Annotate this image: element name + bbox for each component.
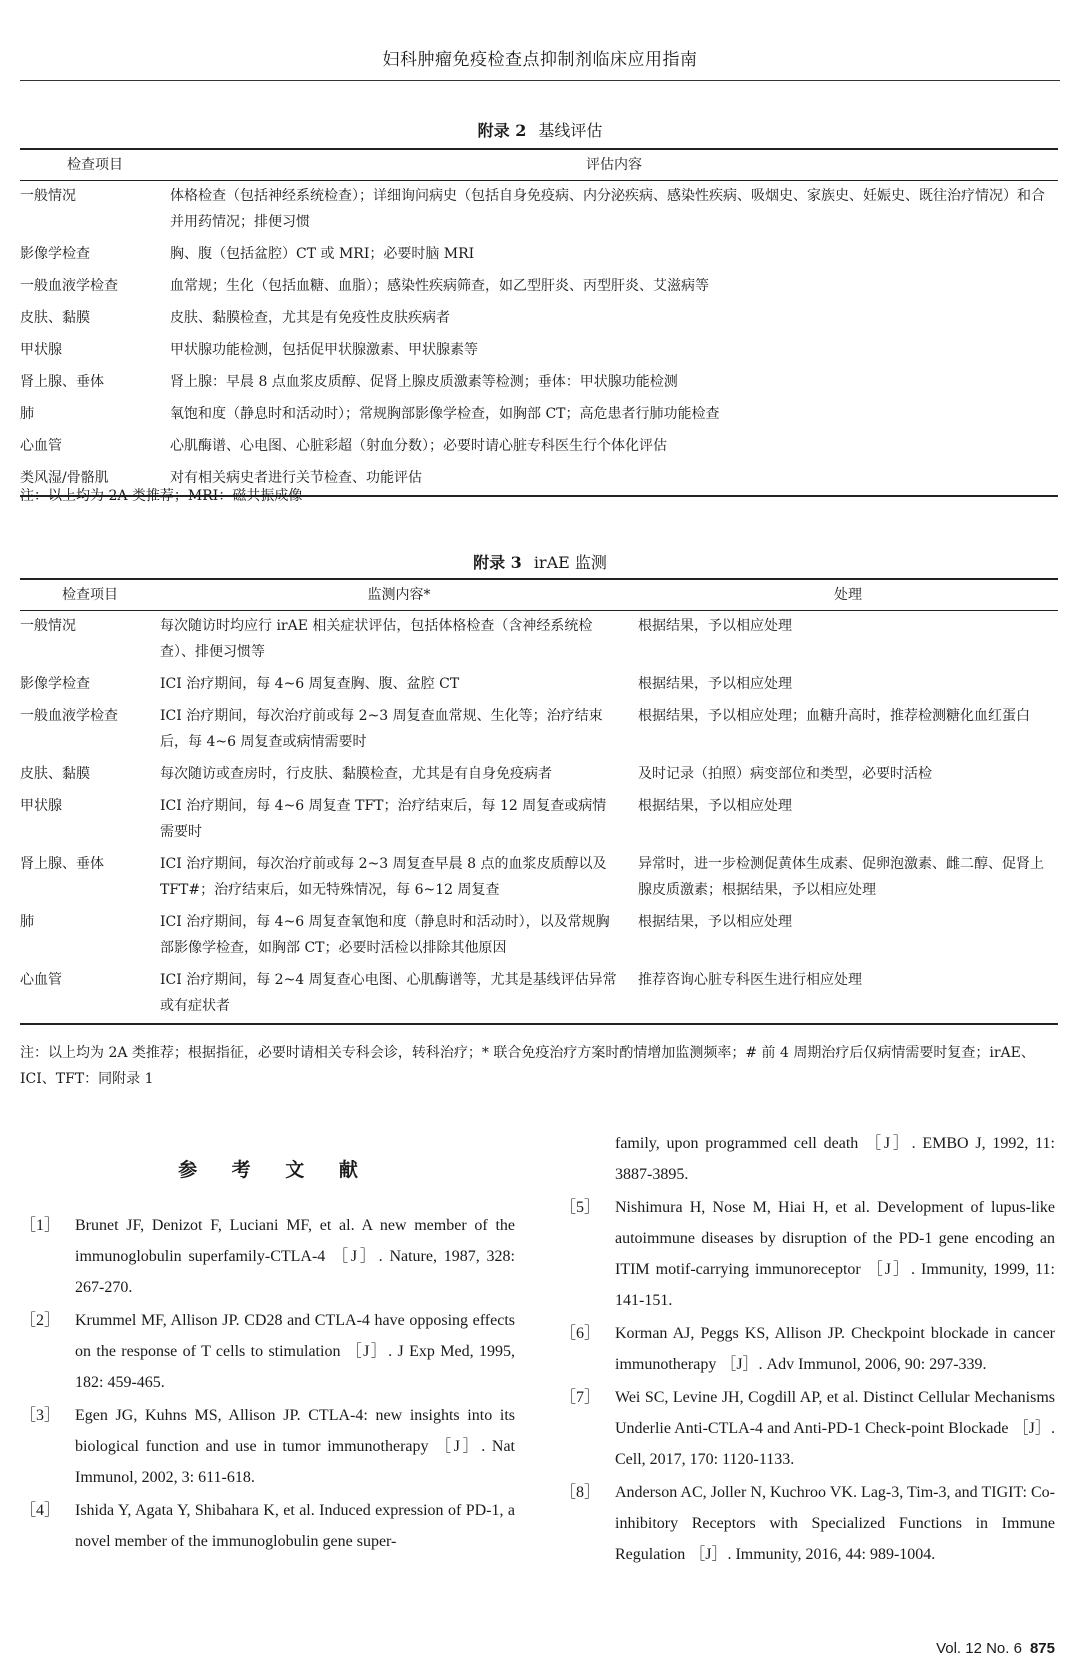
- reference-item: [560, 1477, 1055, 1570]
- cell-content: 心肌酶谱、心电图、心脏彩超（射血分数）；必要时请心脏专科医生行个体化评估: [170, 438, 667, 454]
- reference-item: [20, 1400, 515, 1493]
- appendix3-header-action: 处理: [638, 579, 1058, 611]
- cell-content: 皮肤、黏膜检查，尤其是有免疫性皮肤疾病者: [170, 310, 450, 326]
- table-row: [20, 367, 1058, 399]
- cell-content: 肾上腺：早晨 8 点血浆皮质醇、促肾上腺皮质激素等检测；垂体：甲状腺功能检测: [170, 374, 678, 390]
- cell-item: 一般血液学检查: [20, 708, 118, 724]
- table-row: [20, 759, 1058, 791]
- cell-content: 氧饱和度（静息时和活动时）；常规胸部影像学检查，如胸部 CT；高危患者行肺功能检查: [170, 406, 720, 422]
- cell-content: 血常规；生化（包括血糖、血脂）；感染性疾病筛查，如乙型肝炎、丙型肝炎、艾滋病等: [170, 278, 709, 294]
- reference-item: [560, 1192, 1055, 1316]
- cell-monitor: 每次随访时均应行 irAE 相关症状评估，包括体格检查（含神经系统检查）、排便习惯等: [160, 618, 593, 660]
- reference-number: ［8］: [560, 1484, 601, 1501]
- cell-item: 影像学检查: [20, 246, 90, 262]
- reference-text: Ishida Y, Agata Y, Shibahara K, et al. Induced expression of PD-1, a novel member of the immunoglobulin gene super-: [75, 1502, 515, 1550]
- table-row: [20, 181, 1058, 240]
- page-footer: [936, 1640, 1055, 1657]
- reference-text: Brunet JF, Denizot F, Luciani MF, et al. A new member of the immunoglobulin superfamily-CTLA-4 ［J］. Nature, 1987, 328: 267-270.: [75, 1217, 515, 1296]
- cell-item: 甲状腺: [20, 798, 62, 814]
- cell-monitor: ICI 治疗期间，每次治疗前或每 2~3 周复查早晨 8 点的血浆皮质醇以及 TFT#；治疗结束后，如无特殊情况，每 6~12 周复查: [160, 856, 607, 898]
- appendix3-header-row: [20, 579, 1058, 611]
- appendix2-title: 基线评估: [538, 121, 603, 140]
- appendix3-table: [20, 578, 1058, 1025]
- table-row: [20, 335, 1058, 367]
- cell-item: 肺: [20, 914, 34, 930]
- cell-item: 皮肤、黏膜: [20, 766, 90, 782]
- cell-item: 一般血液学检查: [20, 278, 118, 294]
- reference-number: ［3］: [20, 1407, 61, 1424]
- references-left-column: [20, 1210, 515, 1559]
- cell-monitor: 每次随访或查房时，行皮肤、黏膜检查，尤其是有自身免疫病者: [160, 766, 552, 782]
- cell-item: 类风湿/骨骼肌: [20, 463, 170, 496]
- cell-monitor: ICI 治疗期间，每 4~6 周复查胸、腹、盆腔 CT: [160, 676, 460, 692]
- reference-continuation: family, upon programmed cell death ［J］. EMBO J, 1992, 11: 3887-3895.: [615, 1135, 1055, 1183]
- appendix3-caption: [0, 550, 1080, 573]
- reference-number: ［6］: [560, 1325, 601, 1342]
- appendix3-title: irAE 监测: [533, 553, 607, 572]
- cell-item: 肾上腺、垂体: [20, 856, 104, 872]
- volume-issue: Vol. 12 No. 6: [936, 1640, 1022, 1657]
- appendix3-note: 注：以上均为 2A 类推荐；根据指征，必要时请相关专科会诊，转科治疗；* 联合免疫治疗方案时酌情增加监测频率；# 前 4 周期治疗后仅病情需要时复查；irAE、ICI、TFT：同附录 1: [20, 1045, 1035, 1087]
- cell-action: 根据结果，予以相应处理: [638, 618, 792, 634]
- reference-item: [20, 1210, 515, 1303]
- cell-action: 推荐咨询心脏专科医生进行相应处理: [638, 965, 1058, 1024]
- cell-item: 心血管: [20, 438, 62, 454]
- cell-monitor: ICI 治疗期间，每 4~6 周复查 TFT；治疗结束后，每 12 周复查或病情需要时: [160, 798, 607, 840]
- appendix3-header-item: 检查项目: [20, 579, 160, 611]
- cell-content: 甲状腺功能检测，包括促甲状腺激素、甲状腺素等: [170, 342, 478, 358]
- reference-number: ［4］: [20, 1502, 61, 1519]
- reference-text: Nishimura H, Nose M, Hiai H, et al. Development of lupus-like autoimmune diseases by disruption of the PD-1 gene encoding an ITIM motif-carrying immunoreceptor ［J］. Immunity, 1999, 11: 141-151.: [615, 1199, 1055, 1309]
- reference-text: Krummel MF, Allison JP. CD28 and CTLA-4 have opposing effects on the response of T cells to stimulation ［J］. J Exp Med, 1995, 182: 459-465.: [75, 1312, 515, 1391]
- reference-text: Korman AJ, Peggs KS, Allison JP. Checkpoint blockade in cancer immunotherapy ［J］. Adv Immunol, 2006, 90: 297-339.: [615, 1325, 1055, 1373]
- appendix2-header-content: 评估内容: [170, 149, 1058, 181]
- cell-item: 皮肤、黏膜: [20, 310, 90, 326]
- appendix2-header-item: 检查项目: [20, 149, 170, 181]
- table-row: [20, 791, 1058, 849]
- appendix3-number: 附录 3: [473, 553, 522, 572]
- appendix2-caption: [0, 118, 1080, 141]
- table-row: [20, 965, 1058, 1024]
- cell-item: 一般情况: [20, 188, 76, 204]
- table-row: [20, 669, 1058, 701]
- cell-action: 根据结果，予以相应处理: [638, 676, 792, 692]
- appendix2-note: 注：以上均为 2A 类推荐；MRI：磁共振成像: [20, 488, 303, 504]
- table-row: [20, 399, 1058, 431]
- references-title: 参 考 文 献: [178, 1159, 372, 1181]
- cell-content: 胸、腹（包括盆腔）CT 或 MRI；必要时脑 MRI: [170, 246, 475, 262]
- table-row: [20, 303, 1058, 335]
- cell-content: 对有相关病史者进行关节检查、功能评估: [170, 463, 1058, 496]
- cell-monitor: ICI 治疗期间，每 2~4 周复查心电图、心肌酶谱等，尤其是基线评估异常或有症状者: [160, 965, 638, 1024]
- table-row: [20, 431, 1058, 463]
- table-row: [20, 907, 1058, 965]
- cell-action: 根据结果，予以相应处理: [638, 914, 792, 930]
- page-number: 875: [1029, 1640, 1055, 1657]
- cell-action: 及时记录（拍照）病变部位和类型，必要时活检: [638, 766, 932, 782]
- table-row: [20, 239, 1058, 271]
- reference-item: [20, 1495, 515, 1557]
- reference-number: ［7］: [560, 1389, 601, 1406]
- reference-item: [560, 1382, 1055, 1475]
- reference-text: Egen JG, Kuhns MS, Allison JP. CTLA-4: new insights into its biological function and use in tumor immunotherapy ［J］. Nat Immunol, 2002, 3: 611-618.: [75, 1407, 515, 1486]
- cell-content: 体格检查（包括神经系统检查）；详细询问病史（包括自身免疫病、内分泌疾病、感染性疾病、吸烟史、家族史、妊娠史、既往治疗情况）和合并用药情况；排便习惯: [170, 188, 1045, 230]
- cell-item: 甲状腺: [20, 342, 62, 358]
- reference-number: ［5］: [560, 1199, 601, 1216]
- cell-monitor: ICI 治疗期间，每次治疗前或每 2~3 周复查血常规、生化等；治疗结束后，每 4~6 周复查或病情需要时: [160, 708, 603, 750]
- reference-number: ［2］: [20, 1312, 61, 1329]
- appendix2-number: 附录 2: [477, 121, 527, 140]
- header-rule: [20, 80, 1060, 81]
- table-row: [20, 849, 1058, 907]
- cell-action: 异常时，进一步检测促黄体生成素、促卵泡激素、雌二醇、促肾上腺皮质激素；根据结果，予以相应处理: [638, 856, 1044, 898]
- reference-item: [560, 1318, 1055, 1380]
- reference-number: ［1］: [20, 1217, 61, 1234]
- cell-monitor: ICI 治疗期间，每 4~6 周复查氧饱和度（静息时和活动时），以及常规胸部影像学检查，如胸部 CT；必要时活检以排除其他原因: [160, 914, 610, 956]
- appendix2-header-row: [20, 149, 1058, 181]
- cell-action: 根据结果，予以相应处理: [638, 798, 792, 814]
- table-row: [20, 611, 1058, 670]
- cell-item: 心血管: [20, 965, 160, 1024]
- appendix2-table: [20, 148, 1058, 497]
- cell-item: 影像学检查: [20, 676, 90, 692]
- cell-item: 一般情况: [20, 618, 76, 634]
- table-row: [20, 701, 1058, 759]
- references-right-column: [560, 1128, 1055, 1572]
- cell-action: 根据结果，予以相应处理；血糖升高时，推荐检测糖化血红蛋白: [638, 708, 1030, 724]
- reference-text: Anderson AC, Joller N, Kuchroo VK. Lag-3, Tim-3, and TIGIT: Co-inhibitory Receptors with Specialized Functions in Immune Regulation ［J］. Immunity, 2016, 44: 989-1004.: [615, 1484, 1055, 1563]
- appendix3-header-monitor: 监测内容*: [160, 579, 638, 611]
- table-row: [20, 271, 1058, 303]
- cell-item: 肺: [20, 406, 34, 422]
- running-head: 妇科肿瘤免疫检查点抑制剂临床应用指南: [382, 50, 698, 70]
- reference-item: [20, 1305, 515, 1398]
- reference-text: Wei SC, Levine JH, Cogdill AP, et al. Distinct Cellular Mechanisms Underlie Anti-CTLA-4 and Anti-PD-1 Check-point Blockade ［J］. Cell, 2017, 170: 1120-1133.: [615, 1389, 1055, 1468]
- cell-item: 肾上腺、垂体: [20, 374, 104, 390]
